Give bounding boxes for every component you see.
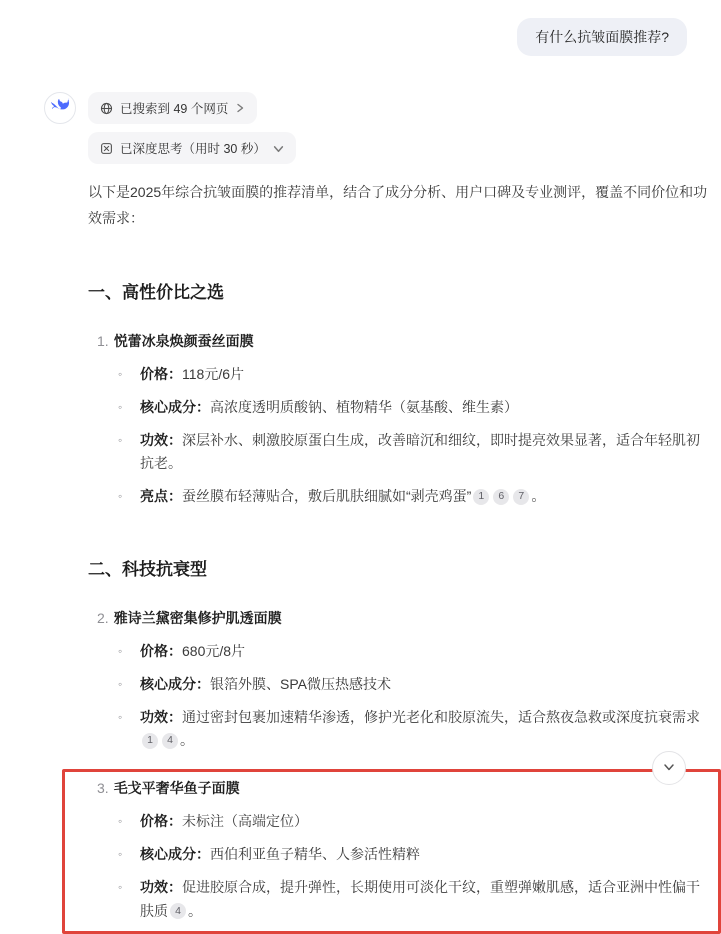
bullet-icon: ◦ bbox=[118, 814, 123, 829]
product-title bbox=[97, 331, 710, 351]
product-item bbox=[88, 608, 710, 753]
bullet-label: 价格： bbox=[140, 813, 182, 830]
citation-badge[interactable]: 6 bbox=[493, 489, 509, 505]
bullet-icon: ◦ bbox=[118, 879, 123, 894]
bullet-label: 亮点： bbox=[140, 488, 182, 505]
search-pill-row bbox=[88, 92, 710, 124]
section-title: 二、科技抗衰型 bbox=[88, 559, 207, 579]
bullet-text: 促进胶原合成，提升弹性，长期使用可淡化干纹，重塑弹嫩肌感，适合亚洲中性偏干肤质 bbox=[140, 878, 700, 919]
section-title: 一、高性价比之选 bbox=[88, 282, 224, 302]
bullet-text: 银箔外膜、SPA微压热感技术 bbox=[210, 675, 391, 692]
bullet-icon: ◦ bbox=[118, 709, 123, 724]
bullet-icon: ◦ bbox=[118, 399, 123, 414]
citation-badge[interactable]: 7 bbox=[513, 489, 529, 505]
product-name: 雅诗兰黛密集修护肌透面膜 bbox=[113, 609, 282, 626]
citation-group bbox=[168, 903, 188, 919]
citation-badge[interactable]: 1 bbox=[473, 489, 489, 505]
product-item bbox=[88, 331, 710, 509]
list-item bbox=[97, 363, 710, 387]
bullet-list bbox=[97, 810, 708, 923]
list-item bbox=[97, 673, 710, 697]
deepthink-pill-row bbox=[88, 132, 710, 164]
bullet-text: 蚕丝膜布轻薄贴合，敷后肌肤细腻如“剥壳鸡蛋” bbox=[182, 488, 472, 505]
list-item bbox=[97, 485, 710, 509]
bullet-list bbox=[97, 640, 710, 753]
product-title bbox=[97, 608, 710, 628]
bullet-text: 高浓度透明质酸钠、植物精华（氨基酸、维生素） bbox=[210, 398, 518, 415]
citation-badge[interactable]: 1 bbox=[142, 733, 158, 749]
bullet-label: 核心成分： bbox=[140, 845, 210, 862]
bullet-suffix: 。 bbox=[531, 488, 546, 505]
bullet-icon: ◦ bbox=[118, 366, 123, 381]
bullet-label: 功效： bbox=[140, 878, 182, 895]
bullet-icon: ◦ bbox=[118, 676, 123, 691]
bullet-label: 功效： bbox=[140, 708, 182, 725]
bullet-label: 功效： bbox=[140, 431, 182, 448]
product-item-highlighted bbox=[62, 769, 721, 934]
chevron-down-icon bbox=[662, 760, 676, 777]
searched-pages-label: 已搜索到 49 个网页 bbox=[120, 102, 229, 117]
bullet-label: 核心成分： bbox=[140, 675, 210, 692]
list-item bbox=[97, 396, 710, 420]
bullet-icon: ◦ bbox=[118, 643, 123, 658]
bullet-text: 通过密封包裹加速精华渗透，修护光老化和胶原流失，适合熬夜急救或深度抗衰需求 bbox=[182, 708, 700, 725]
bullet-icon: ◦ bbox=[118, 846, 123, 861]
bullet-text: 未标注（高端定位） bbox=[182, 813, 308, 830]
bullet-text: 118元/6片 bbox=[182, 365, 244, 382]
bullet-icon: ◦ bbox=[118, 489, 123, 504]
deepseek-whale-icon bbox=[50, 96, 70, 121]
bullet-text: 西伯利亚鱼子精华、人参活性精粹 bbox=[210, 845, 420, 862]
list-item bbox=[97, 429, 710, 477]
bullet-text: 深层补水、刺激胶原蛋白生成，改善暗沉和细纹，即时提亮效果显著，适合年轻肌初抗老。 bbox=[140, 431, 700, 472]
list-item bbox=[97, 810, 708, 834]
list-item bbox=[97, 640, 710, 664]
item-number: 2. bbox=[97, 609, 109, 626]
globe-search-icon bbox=[100, 102, 113, 115]
bullet-label: 价格： bbox=[140, 365, 182, 382]
bullet-icon: ◦ bbox=[118, 432, 123, 447]
product-name: 毛戈平奢华鱼子面膜 bbox=[113, 780, 240, 797]
product-name: 悦蕾冰泉焕颜蚕丝面膜 bbox=[113, 332, 254, 349]
assistant-message bbox=[0, 92, 721, 934]
deepthink-icon bbox=[100, 142, 113, 155]
item-number: 1. bbox=[97, 332, 109, 349]
list-item bbox=[97, 843, 708, 867]
bullet-label: 价格： bbox=[140, 642, 182, 659]
list-item bbox=[97, 876, 708, 924]
bullet-suffix: 。 bbox=[188, 902, 202, 919]
user-message-bubble: 有什么抗皱面膜推荐? bbox=[517, 18, 687, 56]
item-number: 3. bbox=[97, 780, 109, 797]
assistant-content bbox=[88, 92, 710, 934]
bullet-label: 核心成分： bbox=[140, 398, 210, 415]
list-item bbox=[97, 706, 710, 754]
bullet-suffix: 。 bbox=[180, 732, 194, 749]
user-message-row bbox=[0, 0, 721, 56]
citation-badge[interactable]: 4 bbox=[162, 733, 178, 749]
citation-badge[interactable]: 4 bbox=[170, 903, 186, 919]
intro-paragraph: 以下是2025年综合抗皱面膜的推荐清单，结合了成分分析、用户口碑及专业测评，覆盖不同价位和功效需求： bbox=[88, 184, 708, 227]
bullet-list bbox=[97, 363, 710, 509]
deepthink-label: 已深度思考（用时 30 秒） bbox=[120, 142, 266, 157]
searched-pages-button[interactable] bbox=[88, 92, 257, 124]
product-title bbox=[97, 778, 708, 798]
chevron-right-icon bbox=[235, 103, 245, 113]
chevron-down-icon bbox=[273, 143, 284, 154]
deepthink-button[interactable] bbox=[88, 132, 296, 164]
citation-group bbox=[140, 732, 180, 748]
scroll-to-bottom-button[interactable] bbox=[652, 751, 686, 785]
citation-group bbox=[471, 488, 531, 504]
bullet-text: 680元/8片 bbox=[182, 642, 246, 659]
avatar bbox=[44, 92, 76, 124]
